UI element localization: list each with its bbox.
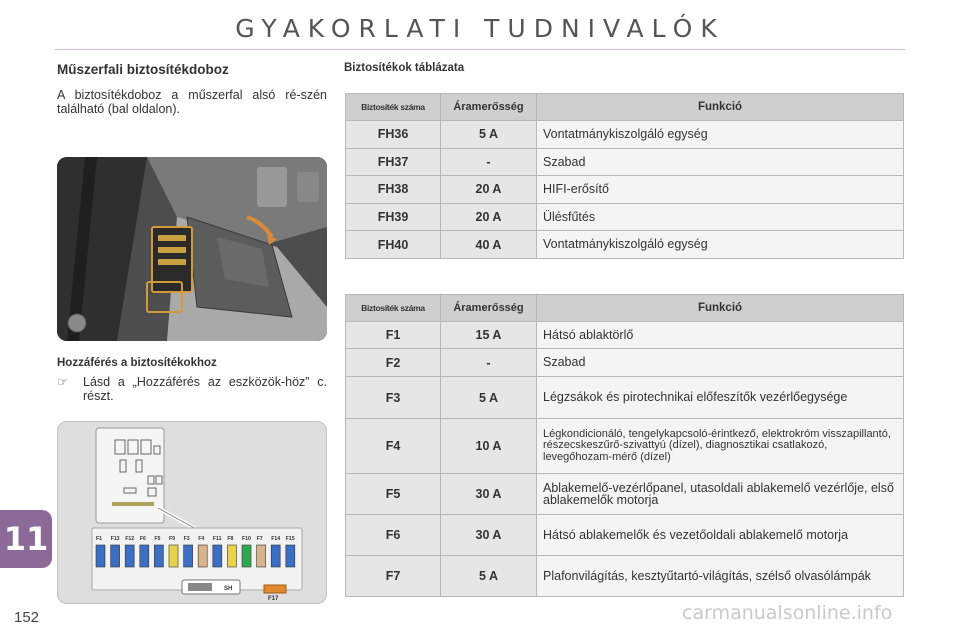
pointing-hand-icon: ☞ [57, 375, 69, 389]
fuse-number: F6 [346, 515, 441, 556]
fuse-function: HIFI-erősítő [537, 176, 904, 204]
fuse-function: Ablakemelő-vezérlőpanel, utasoldali ablakemelő vezérlője, első ablakemelők motorja [537, 474, 904, 515]
fuse-number: FH37 [346, 148, 441, 176]
fuse-function: Légzsákok és pirotechnikai előfeszítők vezérlőegysége [537, 377, 904, 419]
fuse-slot [286, 545, 295, 567]
fuse-function: Hátsó ablaktörlő [537, 322, 904, 349]
table-row [346, 121, 904, 149]
fuse-number: F4 [346, 419, 441, 474]
fuse-label: F4 [198, 536, 205, 542]
fuse-label: F6 [139, 536, 146, 542]
fuse-slot [169, 545, 178, 567]
fuse-amperage: 5 A [441, 121, 537, 149]
fuse-number: FH38 [346, 176, 441, 204]
fuse-slot [227, 545, 236, 567]
fuse-number: F5 [346, 474, 441, 515]
fuse-label: F1 [96, 536, 103, 542]
fuse-function: Plafonvilágítás, kesztyűtartó-világítás, szélső olvasólámpák [537, 556, 904, 597]
fuse-amperage: 10 A [441, 419, 537, 474]
fuse-label: F3 [183, 536, 190, 542]
chapter-number: 11 [3, 520, 49, 558]
fuse-label: F5 [154, 536, 161, 542]
fuse-label: F9 [169, 536, 176, 542]
header-function: Funkció [537, 94, 904, 121]
table-row [346, 176, 904, 204]
fuse-number: FH39 [346, 203, 441, 231]
fuse-label: F11 [212, 536, 222, 542]
fuse-amperage: - [441, 148, 537, 176]
fuse-number: F2 [346, 349, 441, 377]
fuse-amperage: 20 A [441, 176, 537, 204]
fuse-amperage: 5 A [441, 377, 537, 419]
fuse-label-f17: F17 [268, 596, 279, 602]
fuse-slot [198, 545, 207, 567]
table-row [346, 203, 904, 231]
fuse-slot [271, 545, 280, 567]
fuse-label-sh: SH [224, 586, 233, 592]
chapter-tab [0, 510, 52, 568]
fuse-function: Szabad [537, 349, 904, 377]
fuse-slot [125, 545, 134, 567]
fuse-label: F14 [271, 536, 281, 542]
fuse-slot [154, 545, 163, 567]
access-text: Lásd a „Hozzáférés az eszközök-höz” c. részt. [83, 375, 327, 403]
table-row [346, 377, 904, 419]
fuse-diagram-illustration [58, 422, 327, 604]
fuse-number: F7 [346, 556, 441, 597]
table-row [346, 556, 904, 597]
header-divider [55, 49, 905, 50]
header-fuse-number: Biztosíték száma [346, 295, 441, 322]
fuse-amperage: - [441, 349, 537, 377]
fuse-label: F13 [110, 536, 120, 542]
fuse-label: F7 [256, 536, 263, 542]
fuse-slot [213, 545, 222, 567]
table-row [346, 349, 904, 377]
fuse-function: Légkondicionáló, tengelykapcsoló-érintkező, elektrokróm visszapillantó, részecskeszűrő-szivattyú (dízel), diagnosztikai csatlakozó, levegőhozam-mérő (dízel) [537, 419, 904, 474]
fuse-function: Szabad [537, 148, 904, 176]
fuse-amperage: 30 A [441, 515, 537, 556]
fuse-box-diagram [57, 421, 327, 604]
fuse-label: F12 [125, 536, 135, 542]
fuse-number: F3 [346, 377, 441, 419]
fuse-amperage: 20 A [441, 203, 537, 231]
header-amperage: Áramerősség [441, 94, 537, 121]
fuse-slot [184, 545, 193, 567]
header-function: Funkció [537, 295, 904, 322]
table-header-row [346, 295, 904, 322]
watermark: carmanualsonline.info [682, 602, 893, 624]
table-row [346, 419, 904, 474]
fuse-slot [257, 545, 266, 567]
fuse-amperage: 40 A [441, 231, 537, 259]
header-amperage: Áramerősség [441, 295, 537, 322]
intro-text: A biztosítékdoboz a műszerfal alsó ré-szén található (bal oldalon). [57, 88, 327, 116]
fuse-amperage: 15 A [441, 322, 537, 349]
table-row [346, 231, 904, 259]
access-instruction [57, 375, 327, 403]
table-row [346, 474, 904, 515]
fuse-amperage: 30 A [441, 474, 537, 515]
fuse-table-2 [345, 294, 904, 597]
header-fuse-number: Biztosíték száma [346, 94, 441, 121]
fuse-label: F8 [227, 536, 234, 542]
table-row [346, 515, 904, 556]
fuse-slot [111, 545, 120, 567]
fuse-slot [96, 545, 105, 567]
fuse-function: Ülésfűtés [537, 203, 904, 231]
table-row [346, 322, 904, 349]
table-row [346, 148, 904, 176]
tables-title: Biztosítékok táblázata [344, 62, 465, 74]
fuse-label: F10 [242, 536, 251, 542]
dashboard-illustration [57, 157, 327, 341]
fuse-number: F1 [346, 322, 441, 349]
access-subtitle: Hozzáférés a biztosítékokhoz [57, 357, 217, 369]
fuse-function: Vontatmánykiszolgáló egység [537, 231, 904, 259]
section-title: Műszerfali biztosítékdoboz [57, 62, 229, 77]
table-header-row [346, 94, 904, 121]
fuse-slot [242, 545, 251, 567]
fuse-label: F15 [285, 536, 295, 542]
fuse-table-1 [345, 93, 904, 259]
fuse-function: Hátsó ablakemelők és vezetőoldali ablakemelő motorja [537, 515, 904, 556]
fuse-slot [140, 545, 149, 567]
fuse-number: FH36 [346, 121, 441, 149]
fuse-number: FH40 [346, 231, 441, 259]
page-header-title: GYAKORLATI TUDNIVALÓK [235, 14, 725, 43]
fuse-function: Vontatmánykiszolgáló egység [537, 121, 904, 149]
fuse-amperage: 5 A [441, 556, 537, 597]
page-number: 152 [14, 609, 40, 626]
dashboard-photo [57, 157, 327, 341]
